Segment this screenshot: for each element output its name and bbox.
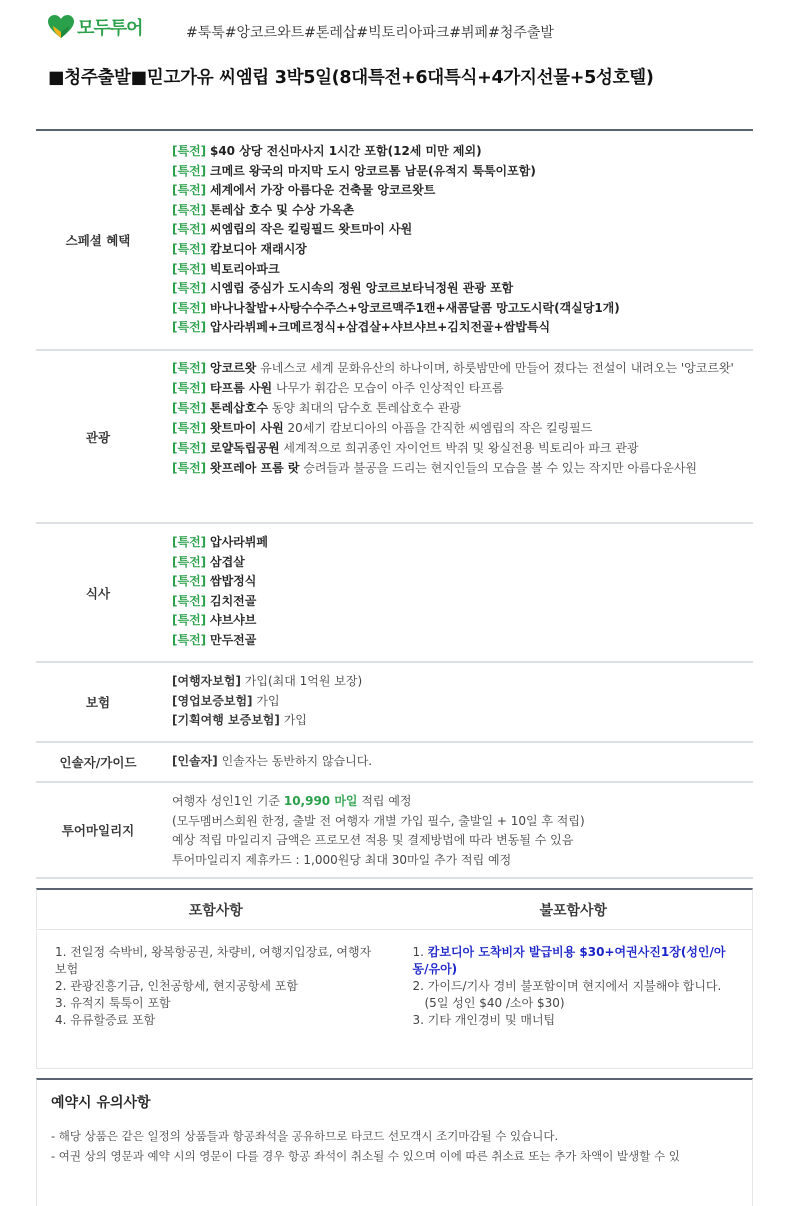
insurance-list [160,663,753,741]
row-label-mileage: 투어마일리지 [61,823,135,838]
list-item: [영업보증보험] 가입 [172,693,280,708]
row-label-insurance: 보험 [85,695,111,710]
inclusion-header [37,890,752,930]
list-item: [특전] 김치전골 [172,593,257,608]
list-item: (5일 성인 $40 /소아 $30) [424,996,565,1010]
list-item: [특전] 바나나찰밥+사탕수수주스+앙코르맥주1캔+새콤달콤 망고도시락(객실당1개) [172,300,620,315]
list-item: [특전] 로얄독립공원 세계적으로 희귀종인 자이언트 박쥐 및 왕실전용 빅토리아 파크 관광 [172,441,639,455]
list-item: 1. 캄보디아 도착비자 발급비용 $30+여권사진1장(성인/아동/유아) [412,945,726,976]
list-item: 3. 유적지 툭툭이 포함 [55,996,171,1010]
list-item: [특전] 왓프레아 프롬 랏 승려들과 불공을 드리는 현지인들의 모습을 볼 수 있는 작지만 아름다운사원 [172,461,698,475]
list-item: [특전] 만두전골 [172,632,257,647]
info-table [36,129,753,879]
list-item: [특전] 씨엠립의 작은 킬링필드 왓트마이 사원 [172,222,413,237]
list-item: [특전] 시엠립 중심가 도시속의 정원 앙코르보타닉정원 관광 포함 [172,281,514,296]
list-item: [특전] 타프롬 사원 나무가 휘감은 모습이 아주 인상적인 타프롬 [172,381,504,395]
list-item: [특전] 톤레삽호수 동양 최대의 담수호 톤레삽호수 관광 [172,401,461,415]
row-meals [36,524,753,663]
list-item: [특전] 빅토리아파크 [172,261,280,276]
notes-title: 예약시 유의사항 [51,1095,151,1111]
row-label-guide: 인솔자/가이드 [59,755,137,770]
row-guide [36,743,753,783]
included-title: 포함사항 [188,902,243,919]
list-item: [특전] $40 상당 전신마사지 1시간 포함(12세 미만 제외) [172,144,482,158]
row-label-special: 스페셜 혜택 [65,233,131,248]
list-item: [특전] 앙코르왓 유네스코 세계 문화유산의 하나이며, 하룻밤만에 만들어 졌다는 전설이 내려오는 '앙코르왓' [172,361,734,375]
list-item: [특전] 압사라뷔페 [172,535,268,549]
list-item: 3. 기타 개인경비 및 매너팁 [412,1013,556,1027]
inclusion-section [36,888,753,1069]
row-label-meals: 식사 [85,585,111,601]
list-item: [특전] 크메르 왕국의 마지막 도시 앙코르톰 남문(유적지 툭툭이포함) [172,163,536,178]
list-item: 4. 유류할증료 포함 [55,1013,156,1027]
list-item: [특전] 세계에서 가장 아름다운 건축물 앙코르왓트 [172,183,436,198]
mileage-text: 여행자 성인1인 기준 10,990 마일 적립 예정 (모두멤버스회원 한정, 출발 전 여행자 개별 가입 필수, 출발일 + 10일 후 적립) 예상 적립 마일리지 금액은 프로모션 적용 및 결제방법에 따라 변동될 수 있음 투어마일리지 제휴카드 : 1,000원당 최대 30마일 추가 적립 예정 [172,794,585,867]
list-item: - 해당 상품은 같은 일정의 상품들과 항공좌석을 공유하므로 타코드 선모객시 조기마감될 수 있습니다. [51,1129,559,1143]
excluded-title: 불포함사항 [539,902,608,919]
row-insurance [36,663,753,743]
list-item: 2. 가이드/기사 경비 불포함이며 현지에서 지불해야 합니다. [412,979,722,993]
row-label-tour: 관광 [85,429,111,445]
list-item: [여행자보험] 가입(최대 1억원 보장) [172,674,363,688]
included-list [37,930,395,1029]
list-item: [특전] 삼겹살 [172,554,245,569]
meals-list [160,524,753,661]
page-title: ■청주출발■믿고가유 씨엠립 3박5일(8대특전+6대특식+4가지선물+5성호텔) [48,68,654,88]
list-item: [특전] 캄보디아 재래시장 [172,241,307,256]
list-item: [특전] 샤브샤브 [172,613,257,628]
list-item: 1. 전일정 숙박비, 왕복항공권, 차량비, 여행지입장료, 여행자보험 [55,945,372,976]
list-item: [특전] 압사라뷔페+크메르정식+삼겹살+샤브샤브+김치전골+쌈밥특식 [172,320,551,335]
list-item: [특전] 왓트마이 사원 20세기 캄보디아의 아픔을 간직한 씨엠립의 작은 킬링필드 [172,421,593,435]
excluded-list [395,930,753,1029]
guide-text: [인솔자] 인솔자는 동반하지 않습니다. [172,754,373,768]
mileage-value: 10,990 마일 [283,794,358,808]
tour-list [160,351,753,522]
list-item: [특전] 톤레삽 호수 및 수상 가옥촌 [172,202,355,217]
booking-notes [36,1078,753,1206]
heart-logo-icon [48,15,74,39]
list-item: 2. 관광진흥기금, 인천공항세, 현지공항세 포함 [55,979,298,993]
hashtags: #툭툭#앙코르와트#톤레삽#빅토리아파크#뷔페#청주출발 [186,25,554,41]
row-tour [36,351,753,524]
logo-text: 모두투어 [77,18,143,39]
row-special [36,131,753,351]
row-mileage [36,783,753,879]
list-item: [특전] 쌈밥정식 [172,574,257,589]
logo[interactable] [48,14,143,40]
list-item: [기획여행 보증보험] 가입 [172,713,307,728]
list-item: - 여권 상의 영문과 예약 시의 영문이 다를 경우 항공 좌석이 취소될 수 있으며 이에 따른 취소료 또는 추가 차액이 발생할 수 있 [51,1149,680,1163]
special-list [160,131,753,349]
header [48,14,768,48]
